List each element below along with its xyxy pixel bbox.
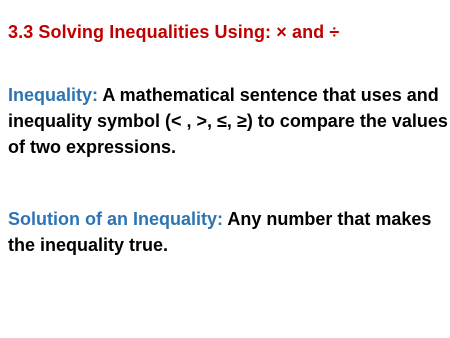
term-inequality: Inequality: [8, 85, 99, 105]
slide-title: 3.3 Solving Inequalities Using: × and ÷ [8, 22, 340, 42]
definition-solution-text: Any number that makes the inequality true. [8, 209, 432, 255]
definition-inequality-text: A mathematical sentence that uses and inequality symbol (< , >, ≤, ≥) to compare the values of two expressions. [8, 85, 448, 157]
definition-solution [8, 206, 448, 258]
term-solution-of-inequality: Solution of an Inequality: [8, 209, 223, 229]
definition-inequality [8, 82, 448, 160]
